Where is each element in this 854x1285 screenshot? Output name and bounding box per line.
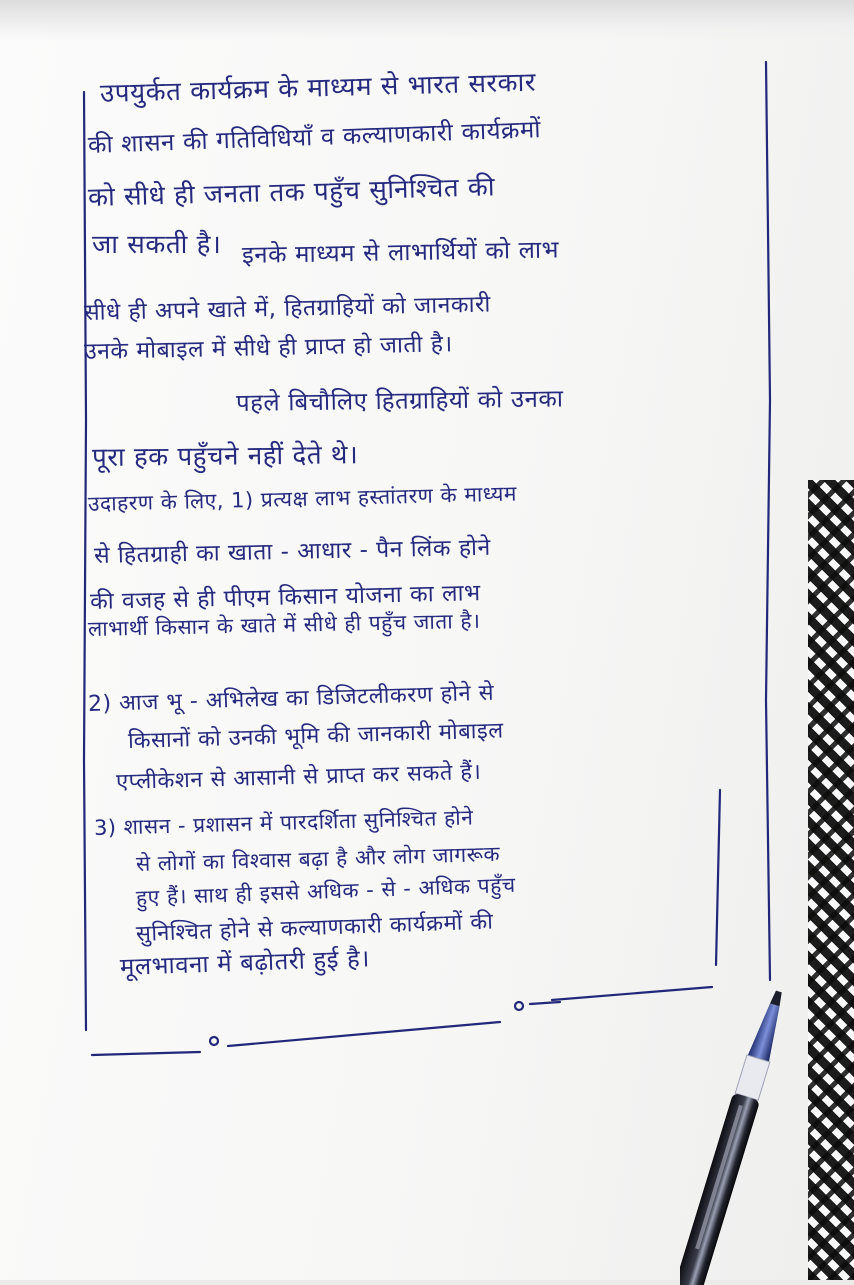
- text-line-16: एप्लीकेशन से आसानी से प्राप्त कर सकते हैं।: [115, 759, 482, 795]
- end-dot-right: [515, 1002, 523, 1010]
- text-line-14: 2) आज भू - अभिलेख का डिजिटलीकरण होने से: [87, 680, 495, 717]
- right-margin-line: [766, 62, 770, 980]
- inner-bracket-line: [716, 790, 720, 965]
- text-line-19: हुए हैं। साथ ही इससे अधिक - से - अधिक पहुँच: [135, 872, 516, 910]
- ballpoint-pen-icon: [680, 985, 790, 1285]
- text-line-17: 3) शासन - प्रशासन में पारदर्शिता सुनिश्चित होने: [93, 805, 474, 840]
- text-line-5: इनके माध्यम से लाभार्थियों को लाभ: [241, 235, 560, 269]
- text-line-9: पूरा हक पहुँचने नहीं देते थे।: [91, 440, 359, 473]
- left-margin-line: [84, 92, 86, 1030]
- end-line-left: [92, 1022, 500, 1055]
- text-line-20: सुनिश्चित होने से कल्याणकारी कार्यक्रमों की: [135, 909, 494, 947]
- text-line-18: से लोगों का विश्वास बढ़ा है और लोग जागरूक: [135, 841, 501, 876]
- end-dot-left: [210, 1037, 218, 1045]
- text-line-1: उपयुर्कत कार्यक्रम के माध्यम से भारत सरकार: [99, 67, 537, 109]
- text-line-3: को सीधे ही जनता तक पहुँच सुनिश्चित की: [87, 172, 496, 213]
- text-line-6: सीधे ही अपने खाते में, हितग्राहियों को जानकारी: [83, 291, 492, 326]
- text-line-8: पहले बिचौलिए हितग्राहियों को उनका: [235, 384, 564, 417]
- text-line-15: किसानों को उनकी भूमि की जानकारी मोबाइल: [127, 718, 505, 754]
- text-line-4: जा सकती है।: [92, 230, 222, 260]
- text-line-21: मूलभावना में बढ़ोतरी हुई है।: [119, 944, 371, 981]
- text-line-11: से हितग्राही का खाता - आधार - पैन लिंक होने: [93, 534, 492, 569]
- text-line-2: की शासन की गतिविधियाँ व कल्याणकारी कार्यक्रमों: [87, 115, 542, 159]
- text-line-12: की वजह से ही पीएम किसान योजना का लाभ: [89, 580, 481, 615]
- text-line-7: उनके मोबाइल में सीधे ही प्राप्त हो जाती है।: [83, 331, 453, 365]
- text-line-10: उदाहरण के लिए, 1) प्रत्यक्ष लाभ हस्तांतरण के माध्यम: [87, 481, 518, 516]
- text-line-13: लाभार्थी किसान के खाते में सीधे ही पहुँच जाता है।: [87, 608, 481, 641]
